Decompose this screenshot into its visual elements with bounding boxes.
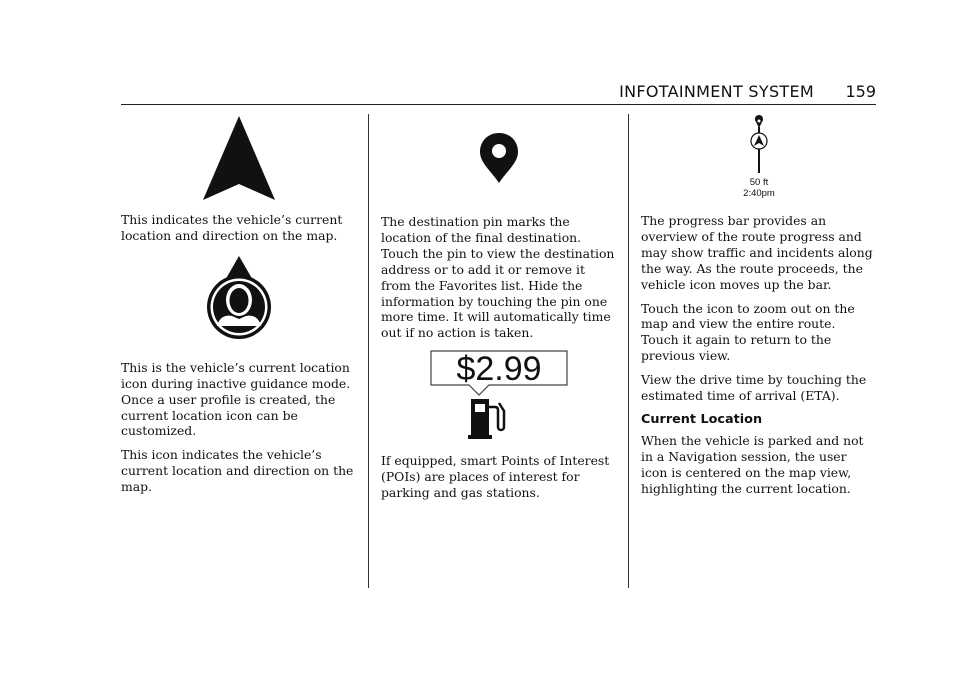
destination-pin-icon [381, 132, 616, 202]
paragraph: This is the vehicle’s current location icon during inactive guidance mode. Once a user profile is created, the current location icon can be customized. [121, 359, 351, 439]
column-divider [368, 114, 369, 588]
column-divider [628, 114, 629, 588]
navigation-arrow-icon [121, 114, 356, 202]
progress-eta: 2:40pm [742, 188, 775, 199]
column-3 [641, 114, 876, 505]
paragraph: View the drive time by touching the estimated time of arrival (ETA). [641, 372, 867, 404]
paragraph: The destination pin marks the location of the final destination. Touch the pin to view the destination address or to add it or remove it from the Favorites list. Hide the information by touching the pin one more time. It will automatically time out if no action is taken. [381, 214, 615, 341]
paragraph: If equipped, smart Points of Interest (POIs) are places of interest for parking and gas stations. [381, 453, 610, 501]
paragraph: When the vehicle is parked and not in a Navigation session, the user icon is centered on the map view, highlighting the current location. [641, 432, 864, 496]
column-2 [381, 114, 616, 509]
page-header [121, 82, 876, 105]
paragraph: The progress bar provides an overview of the route progress and may show traffic and incidents along the way. As the route proceeds, the vehicle icon moves up the bar. [641, 213, 873, 292]
column-1 [121, 114, 356, 503]
paragraph: This indicates the vehicle’s current location and direction on the map. [121, 212, 343, 243]
paragraph: This icon indicates the vehicle’s current location and direction on the map. [121, 447, 354, 495]
paragraph: Touch the icon to zoom out on the map and view the entire route. Touch it again to return to the previous view. [641, 300, 855, 364]
section-title: INFOTAINMENT SYSTEM [619, 82, 814, 101]
route-progress-bar-icon [641, 114, 876, 202]
progress-distance: 50 ft [749, 177, 768, 188]
section-heading: Current Location [641, 411, 763, 427]
fuel-price-poi-icon [381, 349, 616, 445]
user-profile-location-icon [121, 252, 356, 352]
fuel-price-label: $2.99 [455, 350, 542, 389]
page-number: 159 [845, 82, 876, 101]
